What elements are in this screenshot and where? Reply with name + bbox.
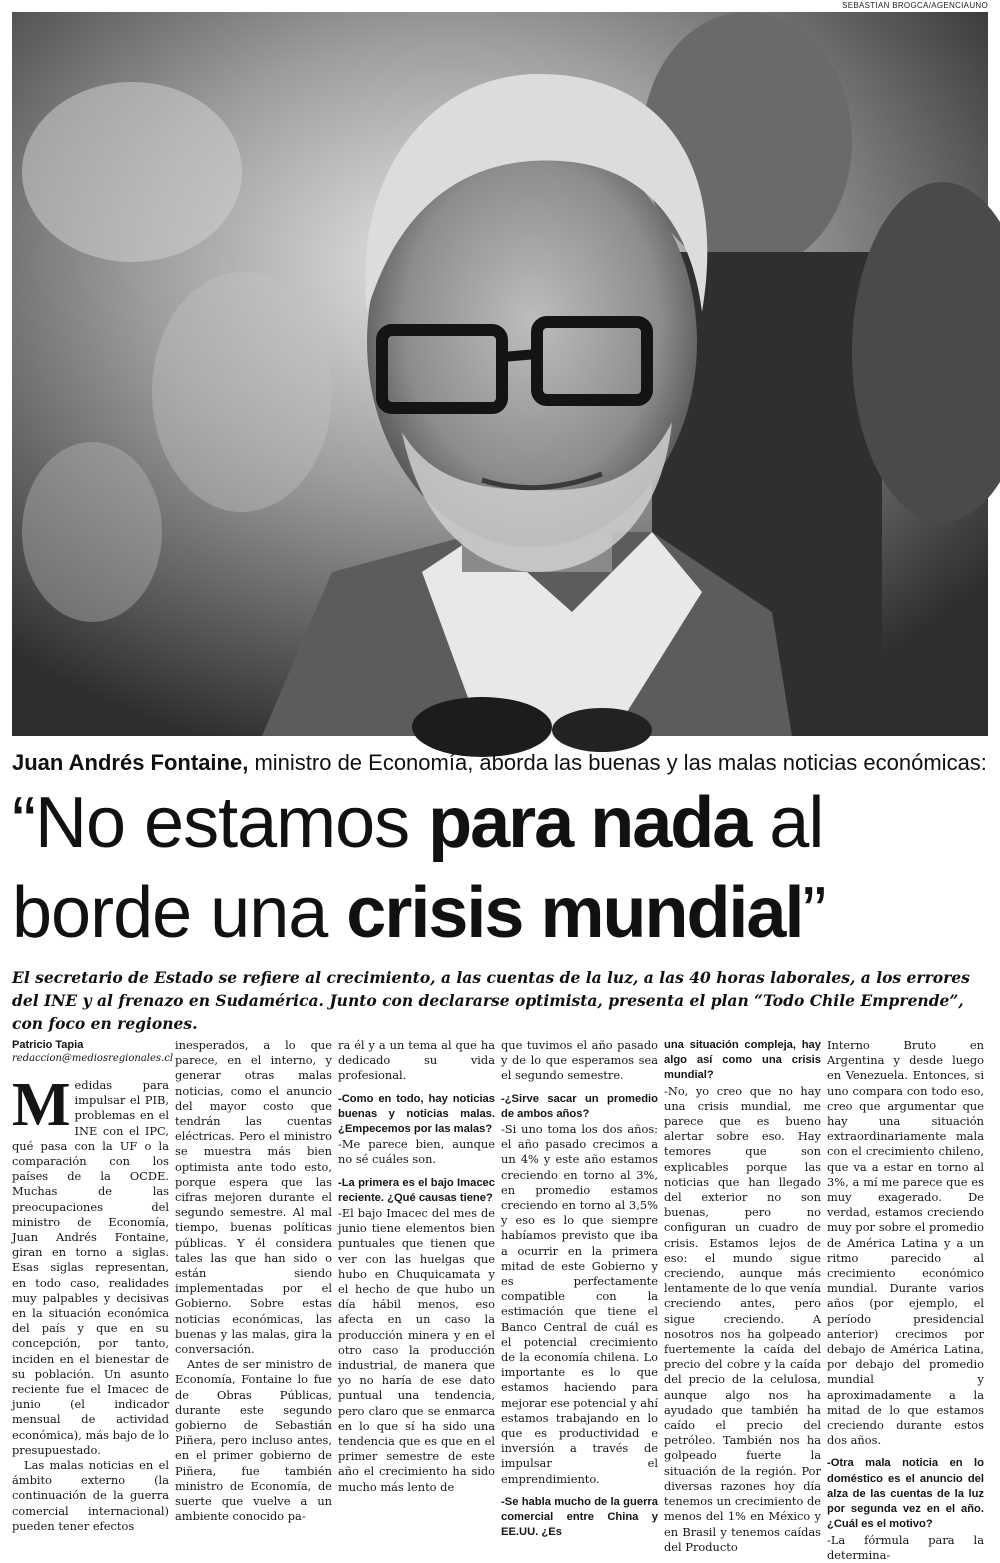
question: -Otra mala noticia en lo doméstico es el anuncio del alza de las cuentas de la luz por segunda vez en el año. ¿Cuál es el motivo? bbox=[827, 1457, 984, 1531]
paragraph: que tuvimos el año pasado y de lo que esperamos sea el segundo semestre. bbox=[501, 1038, 658, 1083]
article-column-5 bbox=[664, 1038, 822, 1554]
headline-line-1 bbox=[12, 780, 988, 870]
portrait-illustration bbox=[12, 12, 988, 736]
article-column-1 bbox=[12, 1038, 174, 1533]
headline-emphasis: crisis mundial bbox=[346, 873, 803, 953]
photo-credit: SEBASTIAN BROGCA/AGENCIAUNO bbox=[842, 1, 988, 10]
question: -Se habla mucho de la guerra comercial entre China y EE.UU. ¿Es bbox=[501, 1495, 658, 1539]
paragraph: ra él y a un tema al que ha dedicado su vida profesional. bbox=[338, 1038, 495, 1083]
article-column-2 bbox=[175, 1038, 332, 1524]
article-column-4 bbox=[501, 1038, 658, 1539]
paragraph: edidas para impulsar el PIB, problemas en el INE con el IPC, qué pasa con la UF o la comparación con los países de la OCDE. Muchas de las preocupaciones del ministro de Economía, Juan Andrés Fontaine, giran en torno a siglas. Esas siglas representan, en todo caso, realidades muy palpables y decisivas en la situación económica del país y que en su concepción, por tanto, inciden en el bienestar de su población. Un asunto reciente fue el Imacec de junio (el indicador mensual de actividad económica), más bajo de lo presupuestado. bbox=[12, 1078, 169, 1457]
headline-part: ” bbox=[802, 873, 826, 953]
answer: -Me parece bien, aunque no sé cuáles son. bbox=[338, 1137, 495, 1167]
headline-part: al bbox=[750, 783, 824, 863]
portrait-photo bbox=[12, 12, 988, 736]
question: -La primera es el bajo Imacec reciente. ¿Qué causas tiene? bbox=[338, 1176, 495, 1204]
headline-emphasis: para nada bbox=[428, 783, 751, 863]
headline-line-2 bbox=[12, 870, 988, 960]
article-body bbox=[12, 1038, 988, 1562]
byline-author: Patricio Tapia bbox=[12, 1039, 84, 1051]
paragraph: Antes de ser ministro de Economía, Fontaine lo fue de Obras Públicas, durante este segundo gobierno de Sebastián Piñera, pero incluso antes, en el primer gobierno de Piñera, fue también ministro de Economía, de suerte que vuelve a un ambiente conocido pa- bbox=[175, 1357, 332, 1524]
article-column-3 bbox=[338, 1038, 495, 1494]
question: una situación compleja, hay algo así como una crisis mundial? bbox=[664, 1039, 821, 1082]
headline bbox=[12, 780, 988, 960]
kicker-rest: ministro de Economía, aborda las buenas y las malas noticias económicas: bbox=[248, 750, 987, 775]
answer: -Si uno toma los dos años: el año pasado crecimos a un 4% y este año estamos creciendo en torno al 3%, en promedio estamos creciendo en torno al 3,5% y eso es lo que siempre habíamos previsto que iba a ocurrir en la primera mitad de este Gobierno y es perfectamente compatible con la estimación que tiene el Banco Central de cuál es el potencial crecimiento de la economía chilena. Lo importante es lo que estamos haciendo para mejorar ese potencial y ahí estamos trabajando en lo que es productividad e inversión a través de impulsar el emprendimiento. bbox=[501, 1122, 658, 1486]
answer: -No, yo creo que no hay una crisis mundial, me parece que es bueno alertar sobre eso. Hay temores que son explicables porque las noticias que han llegado del exterior no son buenas, pero no configuran un cuadro de crisis. Estamos lejos de eso: el mundo sigue creciendo, aunque más lentamente de lo que venía creciendo antes, pero sigue creciendo. A nosotros nos ha golpeado fuertemente la caída del precio del cobre y la caída del precio de la celulosa, aunque algo nos ha ayudado que también ha caído el precio del petróleo. También nos ha golpeado fuerte la situación de la región. Por diversas razones hoy día tenemos un crecimiento de menos del 1% en México y en Brasil y tenemos caídas del Producto bbox=[664, 1083, 822, 1554]
paragraph: Interno Bruto en Argentina y desde luego en Venezuela. Entonces, si uno compara con todo eso, creo que argumentar que hay una situación extraordinariamente mala con el crecimiento chileno, que va a estar en torno al 3%, a mí me parece que es muy exagerado. De verdad, estamos creciendo muy por sobre el promedio de América Latina y a un ritmo parecido al crecimiento económico mundial. Durante varios años (por ejemplo, el período presidencial anterior) crecimos por debajo de América Latina, por debajo del promedio mundial y aproximadamente a la mitad de lo que estamos creciendo durante estos dos años. bbox=[827, 1038, 984, 1448]
paragraph: Las malas noticias en el ámbito externo (la continuación de la guerra comercial internacional) pueden tener efectos bbox=[12, 1458, 169, 1533]
paragraph: inesperados, a lo que parece, en el interno, y generar otras malas noticias, como el anuncio del mayor costo que tendrán las cuentas eléctricas. Pero el ministro se muestra más bien optimista ante todo esto, porque espera que las cifras mejoren durante el segundo semestre. Al mal tiempo, buenas políticas públicas. Y él considera tales las que han sido o están siendo implementadas por el Gobierno. Sobre estas noticias económicas, las buenas y las malas, gira la conversación. bbox=[175, 1038, 332, 1357]
headline-part: “No estamos bbox=[12, 783, 429, 863]
question: -Como en todo, hay noticias buenas y noticias malas. ¿Empecemos por las malas? bbox=[338, 1092, 495, 1136]
dropcap: M bbox=[12, 1071, 71, 1139]
answer: -La fórmula para la determina- bbox=[827, 1532, 984, 1562]
answer: -El bajo Imacec del mes de junio tiene elementos bien puntuales que tienen que ver con las huelgas que hubo en Chuquicamata y el hecho de que hubo un día hábil menos, eso afecta en un caso la producción minera y en el otro caso la producción industrial, de manera que yo no haría de ese dato puntual una tendencia, pero claro que se enmarca en lo que sí ha sido una tendencia que es que en el primer semestre de este año el crecimiento ha sido mucho más lento de bbox=[338, 1206, 495, 1494]
question: -¿Sirve sacar un promedio de ambos años? bbox=[501, 1092, 658, 1120]
kicker bbox=[12, 746, 988, 780]
byline-email: redaccion@mediosregionales.cl bbox=[12, 1053, 174, 1064]
headline-part: borde una bbox=[12, 873, 347, 953]
article-column-6 bbox=[827, 1038, 984, 1562]
kicker-name: Juan Andrés Fontaine, bbox=[12, 750, 249, 775]
deck: El secretario de Estado se refiere al crecimiento, a las cuentas de la luz, a las 40 horas laborales, a los errores del INE y al frenazo en Sudamérica. Junto con declararse optimista, presenta el plan “Todo Chile Emprende”, con foco en regiones. bbox=[12, 968, 970, 1033]
